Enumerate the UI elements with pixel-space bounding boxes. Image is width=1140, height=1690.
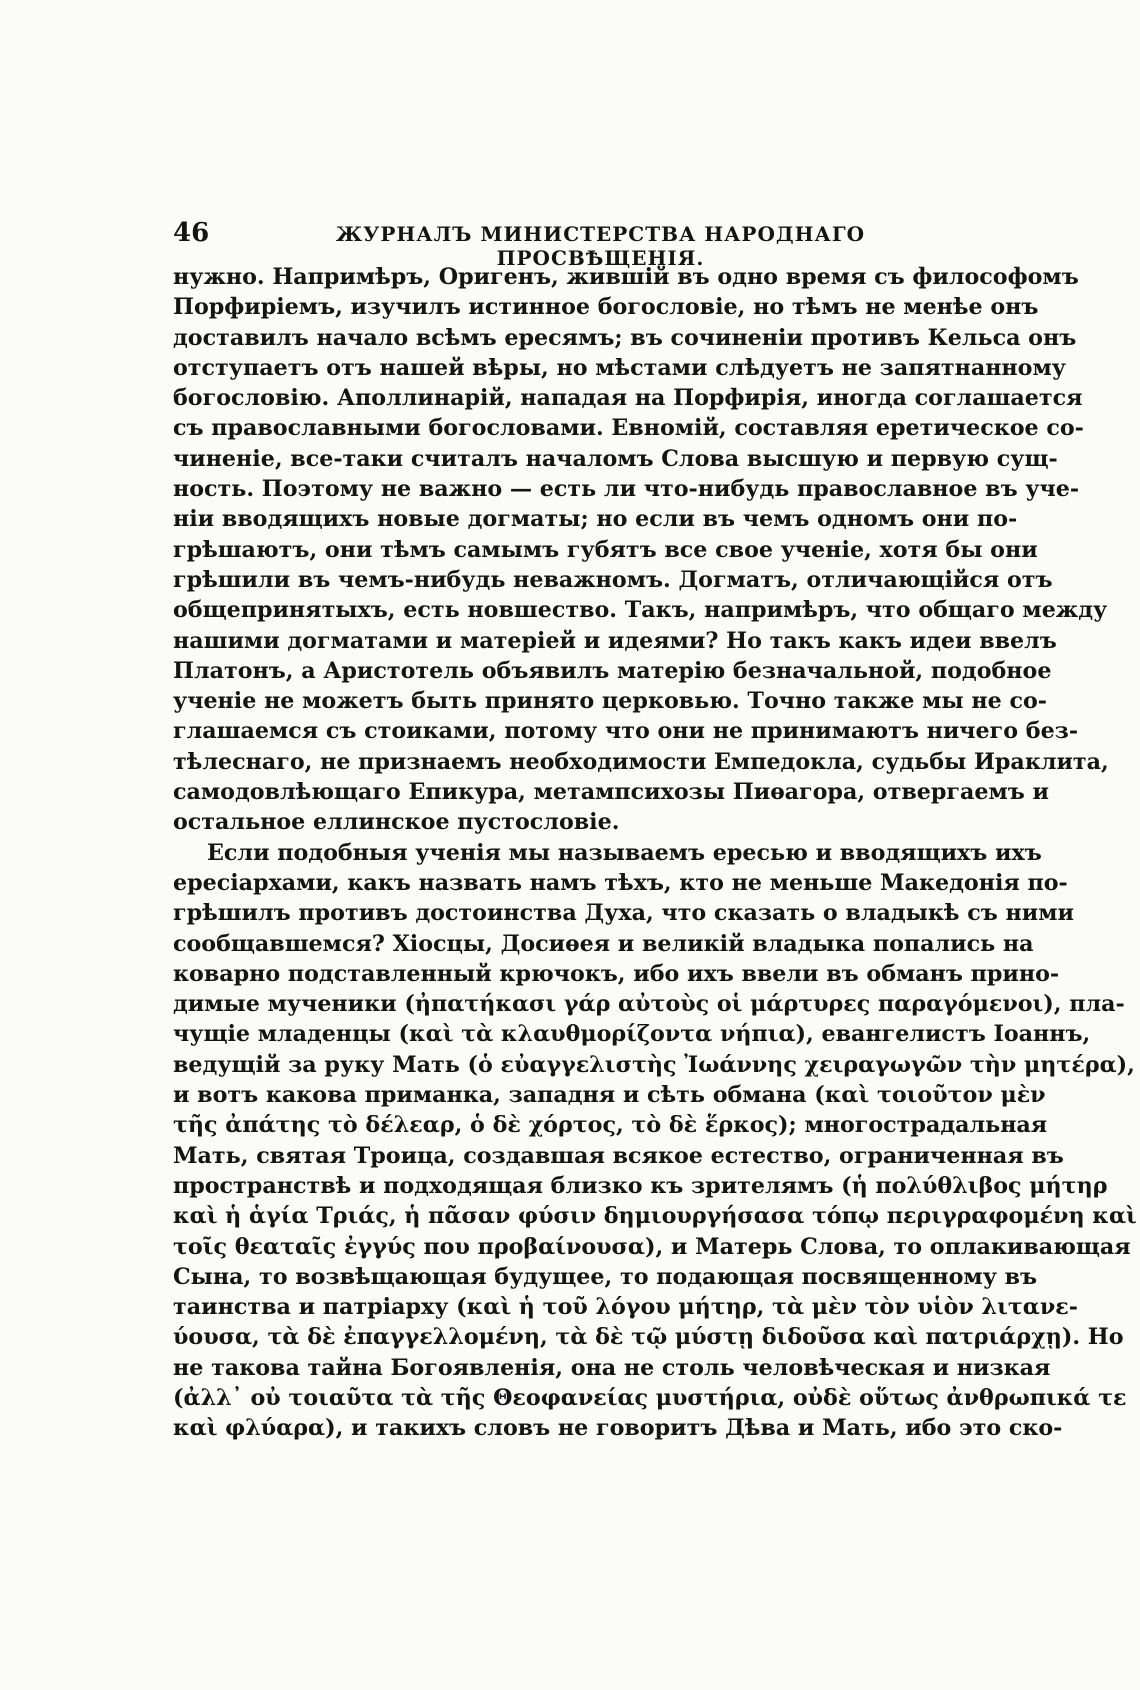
text-line: общепринятыхъ, есть новшество. Такъ, напримѣръ, что общаго между bbox=[173, 597, 1108, 624]
text-line: не такова тайна Богоявленія, она не столь человѣческая и низкая bbox=[173, 1354, 1051, 1381]
text-line: ность. Поэтому не важно — есть ли что-нибудь православное въ уче- bbox=[173, 476, 1080, 503]
text-line: отступаетъ отъ нашей вѣры, но мѣстами слѣдуетъ не запятнанному bbox=[173, 354, 1066, 381]
text-line: Если подобныя ученія мы называемъ ересью и вводящихъ ихъ bbox=[207, 839, 1042, 866]
text-line: остальное еллинское пустословіе. bbox=[173, 809, 620, 836]
text-line: и вотъ какова приманка, западня и сѣть обмана (καὶ τοιοῦτον μὲν bbox=[173, 1082, 1046, 1109]
text-line: чиненіе, все-таки считалъ началомъ Слова высшую и первую сущ- bbox=[173, 445, 1058, 472]
text-line: сообщавшемся? Хіосцы, Досиѳея и великій владыка попались на bbox=[173, 930, 1034, 957]
text-line: τῆς ἀπάτης τὸ δέλεαρ, ὁ δὲ χόρτος, τὸ δὲ ἕρκος); многострадальная bbox=[173, 1112, 1048, 1139]
text-line: грѣшаютъ, они тѣмъ самымъ губятъ все свое ученіе, хотя бы они bbox=[173, 536, 1038, 563]
text-line: богословію. Аполлинарій, нападая на Порфирія, иногда соглашается bbox=[173, 385, 1083, 412]
text-line: грѣшили въ чемъ-нибудь неважномъ. Догматъ, отличающійся отъ bbox=[173, 566, 1053, 593]
text-line: Платонъ, а Аристотель объявилъ матерію безначальной, подобное bbox=[173, 657, 1052, 684]
text-line: самодовлѣющаго Епикура, метампсихозы Пиѳагора, отвергаемъ и bbox=[173, 779, 1049, 806]
paragraph bbox=[173, 262, 1109, 838]
text-line: пространствѣ и подходящая близко къ зрителямъ (ἡ πολύθλιβος μήτηρ bbox=[173, 1172, 1108, 1199]
text-line: καὶ φλύαρα), и такихъ словъ не говоритъ Дѣва и Мать, ибо это ско- bbox=[173, 1415, 1063, 1442]
paragraph bbox=[173, 838, 1137, 1444]
text-line: таинства и патріарху (καὶ ἡ τοῦ λόγου μήτηρ, τὰ μὲν τὸν υἱὸν λιτανε- bbox=[173, 1294, 1078, 1321]
text-line: чущіе младенцы (καὶ τὰ κλαυθμορίζοντα νήπια), евангелистъ Іоаннъ, bbox=[173, 1021, 1091, 1048]
text-line: димые мученики (ἠπατήκασι γάρ αὐτοὺς οἱ μάρτυρες παραγόμενοι), пла- bbox=[173, 991, 1125, 1018]
text-line: καὶ ἡ ἁγία Τριάς, ἡ πᾶσαν φύσιν δημιουργήσασα τόπῳ περιγραφομένη καὶ bbox=[173, 1203, 1137, 1230]
text-line: τοῖς θεαταῖς ἐγγύς που προβαίνουσα), и Матерь Слова, то оплакивающая bbox=[173, 1233, 1131, 1260]
text-line: ученіе не можетъ быть принято церковью. Точно также мы не со- bbox=[173, 688, 1047, 715]
text-line: Мать, святая Троица, создавшая всякое естество, ограниченная въ bbox=[173, 1142, 1064, 1169]
text-line: доставилъ начало всѣмъ ересямъ; въ сочиненіи противъ Кельса онъ bbox=[173, 324, 1077, 351]
text-line: Порфиріемъ, изучилъ истинное богословіе, но тѣмъ не менѣе онъ bbox=[173, 294, 1039, 321]
running-title: ЖУРНАЛЪ МИНИСТЕРСТВА НАРОДНАГО ПРОСВѢЩЕНІЯ. bbox=[335, 222, 866, 270]
body-text bbox=[173, 262, 1137, 1444]
text-line: Сына, то возвѣщающая будущее, то подающая посвященному въ bbox=[173, 1263, 1038, 1290]
page-header bbox=[173, 218, 968, 270]
text-line: глашаемся съ стоиками, потому что они не принимаютъ ничего без- bbox=[173, 718, 1079, 745]
text-line: ύουσα, τὰ δὲ ἐπαγγελλομένη, τὰ δὲ τῷ μύστῃ διδοῦσα καὶ πατριάρχῃ). Но bbox=[173, 1324, 1124, 1351]
text-line: нужно. Напримѣръ, Оригенъ, жившій въ одно время съ философомъ bbox=[173, 264, 1079, 290]
text-line: тѣлеснаго, не признаемъ необходимости Емпедокла, судьбы Ираклита, bbox=[173, 748, 1109, 775]
text-line: (ἀλλ᾽ οὐ τοιαῦτα τὰ τῆς Θεοφανείας μυστήρια, οὐδὲ οὕτως ἀνθρωπικά τε bbox=[173, 1384, 1127, 1411]
text-line: ересіархами, какъ назвать намъ тѣхъ, кто не меньше Македонія по- bbox=[173, 869, 1068, 896]
text-line: нашими догматами и матеріей и идеями? Но такъ какъ идеи ввелъ bbox=[173, 627, 1057, 654]
text-line: ведущій за руку Мать (ὁ εὐαγγελιστὴς Ἰωάννης χειραγωγῶν τὴν μητέρα), bbox=[173, 1051, 1135, 1078]
text-line: коварно подставленный крючокъ, ибо ихъ ввели въ обманъ прино- bbox=[173, 960, 1060, 987]
text-line: ніи вводящихъ новые догматы; но если въ чемъ одномъ они по- bbox=[173, 506, 1018, 533]
text-line: грѣшилъ противъ достоинства Духа, что сказать о владыкѣ съ ними bbox=[173, 900, 1074, 927]
page-number: 46 bbox=[173, 218, 210, 248]
text-line: съ православными богословами. Евномій, составляя еретическое со- bbox=[173, 415, 1084, 442]
